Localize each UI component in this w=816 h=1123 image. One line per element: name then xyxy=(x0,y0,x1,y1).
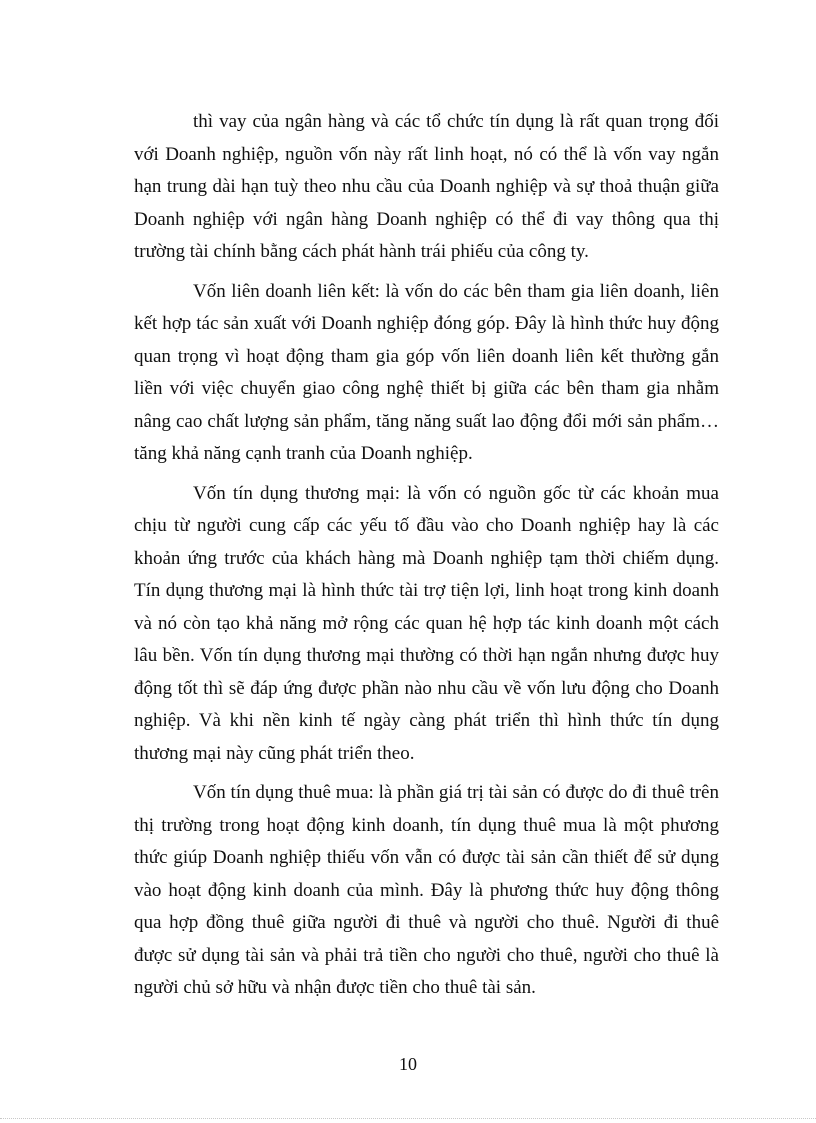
paragraph-trade-credit: Vốn tín dụng thương mại: là vốn có nguồn gốc từ các khoản mua chịu từ người cung cấp các yếu tố đầu vào cho Doanh nghiệp hay là các khoản ứng trước của khách hàng mà Doanh nghiệp tạm thời chiếm dụng. Tín dụng thương mại là hình thức tài trợ tiện lợi, linh hoạt trong kinh doanh và nó còn tạo khả năng mở rộng các quan hệ hợp tác kinh doanh một cách lâu bền. Vốn tín dụng thương mại thường có thời hạn ngắn nhưng được huy động tốt thì sẽ đáp ứng được phần nào nhu cầu về vốn lưu động cho Doanh nghiệp. Và khi nền kinh tế ngày càng phát triển thì hình thức tín dụng thương mại này cũng phát triển theo. xyxy=(134,482,719,764)
paragraph-leasing-credit: Vốn tín dụng thuê mua: là phần giá trị tài sản có được do đi thuê trên thị trường trong hoạt động kinh doanh, tín dụng thuê mua là một phương thức giúp Doanh nghiệp thiếu vốn vẫn có được tài sản cần thiết để sử dụng vào hoạt động kinh doanh của mình. Đây là phương thức huy động thông qua hợp đồng thuê giữa người đi thuê và người cho thuê. Người đi thuê được sử dụng tài sản và phải trả tiền cho người cho thuê, người cho thuê là người chủ sở hữu và nhận được tiền cho thuê tài sản. xyxy=(134,782,719,998)
paragraph-joint-venture-capital: Vốn liên doanh liên kết: là vốn do các bên tham gia liên doanh, liên kết hợp tác sản xuất với Doanh nghiệp đóng góp. Đây là hình thức huy động quan trọng vì hoạt động tham gia góp vốn liên doanh liên kết thường gắn liền với việc chuyển giao công nghệ thiết bị giữa các bên tham gia nhằm nâng cao chất lượng sản phẩm, tăng năng suất lao động đổi mới sản phẩm…tăng khả năng cạnh tranh của Doanh nghiệp. xyxy=(134,280,719,464)
document-body xyxy=(134,106,719,1012)
page-edge-divider xyxy=(0,1118,816,1119)
page-number: 10 xyxy=(399,1054,417,1074)
paragraph-bank-loans: thì vay của ngân hàng và các tổ chức tín dụng là rất quan trọng đối với Doanh nghiệp, nguồn vốn này rất linh hoạt, nó có thể là vốn vay ngắn hạn trung dài hạn tuỳ theo nhu cầu của Doanh nghiệp và sự thoả thuận giữa Doanh nghiệp với ngân hàng Doanh nghiệp có thể đi vay thông qua thị trường tài chính bằng cách phát hành trái phiếu của công ty. xyxy=(134,111,719,262)
